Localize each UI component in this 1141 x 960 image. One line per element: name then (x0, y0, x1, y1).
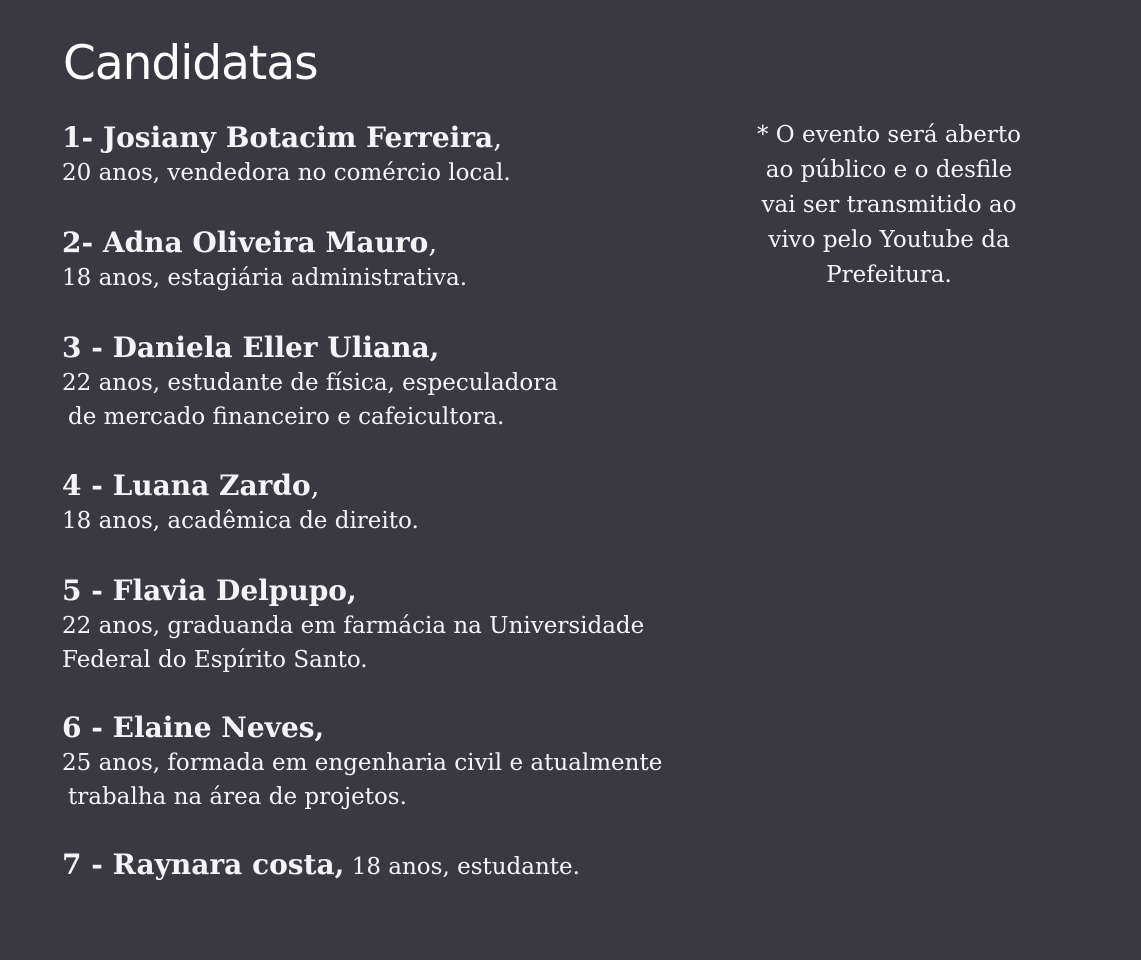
candidate-description: 18 anos, estagiária administrativa. (62, 265, 468, 291)
event-note (730, 118, 1048, 293)
candidate-name-separator: , (310, 469, 320, 502)
candidate-description: 18 anos, estudante. (344, 854, 580, 880)
candidate-name: 3 - Daniela Eller Uliana, (62, 331, 440, 364)
candidate-description: 22 anos, estudante de física, especuladora (62, 370, 558, 396)
candidate-name: 5 - Flavia Delpupo, (62, 574, 357, 607)
candidate-description: 25 anos, formada em engenharia civil e atualmente (62, 750, 663, 776)
candidate-name: 6 - Elaine Neves, (62, 711, 325, 744)
candidate-name: 7 - Raynara costa, (62, 848, 345, 881)
page-title: Candidatas (63, 36, 318, 91)
candidate-description: de mercado financeiro e cafeicultora. (68, 404, 505, 430)
candidate-name: 2- Adna Oliveira Mauro (62, 226, 429, 259)
candidate-name-separator: , (493, 121, 503, 154)
candidate-description: Federal do Espírito Santo. (62, 647, 368, 673)
candidate-entry (62, 120, 762, 190)
note-line: ao público e o desfile (765, 157, 1013, 183)
candidate-entry (62, 468, 762, 538)
note-line: Prefeitura. (826, 262, 952, 288)
candidate-description: 18 anos, acadêmica de direito. (62, 508, 419, 534)
note-line: * O evento será aberto (757, 122, 1021, 148)
candidate-entry (62, 847, 762, 884)
candidate-entry (62, 710, 762, 814)
note-line: vai ser transmitido ao (761, 192, 1017, 218)
candidate-entry (62, 330, 762, 434)
candidate-name: 1- Josiany Botacim Ferreira (62, 121, 494, 154)
candidate-name: 4 - Luana Zardo (62, 469, 311, 502)
candidate-name-separator: , (428, 226, 438, 259)
candidate-entry (62, 573, 762, 677)
candidate-description: 22 anos, graduanda em farmácia na Universidade (62, 613, 645, 639)
candidate-entry (62, 225, 762, 295)
note-line: vivo pelo Youtube da (768, 227, 1010, 253)
candidate-description: 20 anos, vendedora no comércio local. (62, 160, 511, 186)
candidate-description: trabalha na área de projetos. (68, 784, 407, 810)
